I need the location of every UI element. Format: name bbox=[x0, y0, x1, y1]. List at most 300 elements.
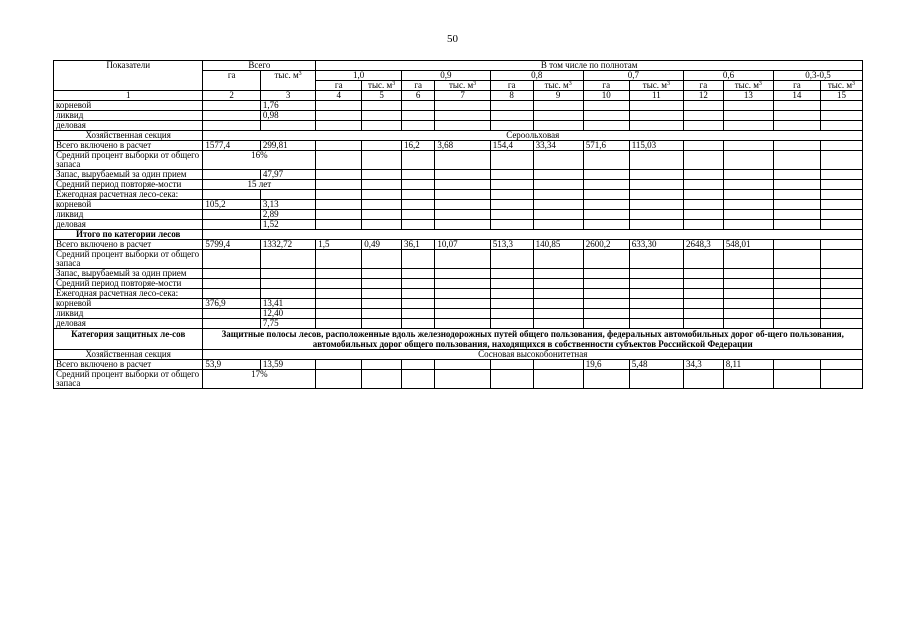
header-total: Всего bbox=[203, 61, 316, 71]
table-row bbox=[54, 141, 863, 151]
table-cell: 12,40 bbox=[260, 309, 315, 319]
table-cell: 7,75 bbox=[260, 319, 315, 329]
table-cell bbox=[490, 309, 533, 319]
table-cell bbox=[203, 269, 260, 279]
table-cell bbox=[773, 151, 820, 170]
allowable-cut-table bbox=[53, 60, 863, 389]
table-cell bbox=[533, 250, 583, 269]
table-cell bbox=[203, 319, 260, 329]
table-cell bbox=[362, 309, 402, 319]
table-cell bbox=[773, 200, 820, 210]
table-cell bbox=[684, 309, 724, 319]
row-label: Запас, вырубаемый за один прием bbox=[54, 170, 203, 180]
table-cell bbox=[773, 180, 820, 190]
table-row bbox=[54, 220, 863, 230]
table-cell bbox=[583, 289, 629, 299]
table-cell bbox=[773, 141, 820, 151]
table-cell bbox=[362, 170, 402, 180]
table-cell bbox=[316, 190, 362, 200]
table-cell bbox=[490, 299, 533, 309]
table-cell bbox=[773, 101, 820, 111]
table-cell: 36,1 bbox=[401, 240, 434, 250]
table-cell bbox=[723, 210, 773, 220]
column-number: 1 bbox=[54, 91, 203, 101]
table-cell bbox=[629, 309, 683, 319]
table-cell bbox=[773, 111, 820, 121]
table-cell bbox=[362, 190, 402, 200]
header-density-2: 0,9 bbox=[401, 71, 490, 81]
table-cell bbox=[401, 370, 434, 389]
table-cell bbox=[533, 360, 583, 370]
category-text: Защитные полосы лесов, расположенные вдоль железнодорожных путей общего пользования, федеральных автомобильных дорог об-щего пользования, автомобильных дорог общего пользования, находящихся в собственности субъектов Российской Федерации bbox=[203, 329, 863, 350]
header-unit-ha: га bbox=[583, 81, 629, 91]
table-cell: 140,85 bbox=[533, 240, 583, 250]
table-cell bbox=[260, 190, 315, 200]
table-cell bbox=[629, 101, 683, 111]
table-cell bbox=[435, 200, 490, 210]
table-cell bbox=[533, 111, 583, 121]
header-indicator: Показатели bbox=[54, 61, 203, 91]
table-row bbox=[54, 200, 863, 210]
table-cell bbox=[773, 279, 820, 289]
table-cell bbox=[401, 309, 434, 319]
table-cell bbox=[533, 190, 583, 200]
table-cell bbox=[533, 269, 583, 279]
column-number: 15 bbox=[820, 91, 862, 101]
table-cell bbox=[362, 121, 402, 131]
row-label: Средний процент выборки от общего запаса bbox=[54, 250, 203, 269]
table-cell bbox=[401, 200, 434, 210]
table-cell bbox=[316, 210, 362, 220]
header-unit-m3: тыс. $м^3$ bbox=[820, 81, 862, 91]
table-row bbox=[54, 210, 863, 220]
table-cell bbox=[316, 220, 362, 230]
table-cell bbox=[583, 210, 629, 220]
table-cell bbox=[203, 190, 260, 200]
column-number: 12 bbox=[684, 91, 724, 101]
table-cell bbox=[435, 210, 490, 220]
table-cell bbox=[401, 170, 434, 180]
header-unit-ha: га bbox=[316, 81, 362, 91]
merged-value: 16% bbox=[203, 151, 316, 170]
table-cell bbox=[316, 269, 362, 279]
table-cell bbox=[684, 279, 724, 289]
table-cell bbox=[820, 220, 862, 230]
header-by-density: В том числе по полнотам bbox=[316, 61, 863, 71]
table-row bbox=[54, 279, 863, 289]
column-number: 3 bbox=[260, 91, 315, 101]
header-unit-ha: га bbox=[773, 81, 820, 91]
row-label: ликвид bbox=[54, 111, 203, 121]
table-cell bbox=[435, 319, 490, 329]
table-cell bbox=[533, 210, 583, 220]
table-cell bbox=[629, 289, 683, 299]
table-cell bbox=[490, 170, 533, 180]
table-cell bbox=[401, 180, 434, 190]
table-cell bbox=[490, 151, 533, 170]
table-cell bbox=[316, 170, 362, 180]
header-density-5: 0,6 bbox=[684, 71, 774, 81]
table-cell: 0,49 bbox=[362, 240, 402, 250]
table-row bbox=[54, 309, 863, 319]
table-cell bbox=[316, 250, 362, 269]
table-cell bbox=[723, 289, 773, 299]
table-cell bbox=[316, 289, 362, 299]
table-cell bbox=[583, 151, 629, 170]
table-cell bbox=[401, 289, 434, 299]
table-cell bbox=[533, 319, 583, 329]
table-cell bbox=[316, 111, 362, 121]
table-cell bbox=[583, 250, 629, 269]
table-cell: 154,4 bbox=[490, 141, 533, 151]
table-cell bbox=[435, 360, 490, 370]
table-cell bbox=[684, 121, 724, 131]
table-cell bbox=[723, 309, 773, 319]
header-unit-m3: тыс. $м^3$ bbox=[362, 81, 402, 91]
row-label: Средний период повторяе-мости bbox=[54, 180, 203, 190]
table-cell bbox=[362, 200, 402, 210]
table-cell bbox=[583, 319, 629, 329]
row-label: Итого по категории лесов bbox=[54, 230, 203, 240]
table-cell bbox=[773, 269, 820, 279]
row-label: Ежегодная расчетная лесо-сека: bbox=[54, 289, 203, 299]
table-cell bbox=[723, 279, 773, 289]
header-density-3: 0,8 bbox=[490, 71, 583, 81]
row-label: Хозяйственная секция bbox=[54, 131, 203, 141]
column-number: 6 bbox=[401, 91, 434, 101]
table-cell bbox=[773, 240, 820, 250]
table-cell bbox=[820, 309, 862, 319]
table-cell: 1,52 bbox=[260, 220, 315, 230]
table-cell bbox=[435, 151, 490, 170]
table-cell bbox=[401, 151, 434, 170]
table-cell bbox=[490, 210, 533, 220]
table-cell bbox=[583, 170, 629, 180]
table-cell: 105,2 bbox=[203, 200, 260, 210]
row-label: ликвид bbox=[54, 210, 203, 220]
table-cell bbox=[533, 121, 583, 131]
table-cell bbox=[533, 151, 583, 170]
table-cell bbox=[684, 170, 724, 180]
table-cell bbox=[629, 319, 683, 329]
table-cell bbox=[490, 360, 533, 370]
table-cell: 571,6 bbox=[583, 141, 629, 151]
table-cell: 33,34 bbox=[533, 141, 583, 151]
table-cell bbox=[316, 141, 362, 151]
table-cell bbox=[362, 299, 402, 309]
table-cell bbox=[490, 190, 533, 200]
table-cell bbox=[723, 200, 773, 210]
table-cell: 1332,72 bbox=[260, 240, 315, 250]
table-cell bbox=[773, 220, 820, 230]
row-label: корневой bbox=[54, 299, 203, 309]
table-cell bbox=[583, 370, 629, 389]
table-cell bbox=[820, 279, 862, 289]
header-row-1 bbox=[54, 61, 863, 71]
table-cell bbox=[401, 121, 434, 131]
table-cell: 1577,4 bbox=[203, 141, 260, 151]
column-number: 8 bbox=[490, 91, 533, 101]
table-row bbox=[54, 319, 863, 329]
row-label: Категория защитных ле-сов bbox=[54, 329, 203, 350]
table-cell bbox=[401, 299, 434, 309]
table-row bbox=[54, 360, 863, 370]
table-cell bbox=[362, 250, 402, 269]
row-label: деловая bbox=[54, 220, 203, 230]
table-cell bbox=[490, 121, 533, 131]
table-cell bbox=[362, 220, 402, 230]
table-cell bbox=[316, 309, 362, 319]
table-cell bbox=[820, 289, 862, 299]
table-cell bbox=[684, 269, 724, 279]
header-unit-m3: тыс. $м^3$ bbox=[723, 81, 773, 91]
table-cell bbox=[723, 250, 773, 269]
table-cell: 2,89 bbox=[260, 210, 315, 220]
table-cell bbox=[583, 220, 629, 230]
header-total-m3: тыс. $м^3$ bbox=[260, 71, 315, 91]
table-cell bbox=[583, 111, 629, 121]
column-number-row bbox=[54, 91, 863, 101]
table-cell bbox=[820, 210, 862, 220]
table-cell bbox=[435, 250, 490, 269]
table-cell bbox=[583, 180, 629, 190]
table-cell bbox=[723, 370, 773, 389]
table-cell bbox=[684, 180, 724, 190]
table-cell bbox=[820, 151, 862, 170]
table-cell bbox=[723, 111, 773, 121]
table-cell bbox=[401, 279, 434, 289]
table-cell bbox=[435, 370, 490, 389]
table-cell: 8,11 bbox=[723, 360, 773, 370]
table-cell bbox=[316, 180, 362, 190]
table-cell bbox=[583, 190, 629, 200]
table-cell bbox=[533, 180, 583, 190]
table-cell bbox=[316, 299, 362, 309]
table-cell: 633,30 bbox=[629, 240, 683, 250]
table-cell bbox=[684, 151, 724, 170]
column-number: 9 bbox=[533, 91, 583, 101]
table-cell bbox=[684, 299, 724, 309]
table-row bbox=[54, 131, 863, 141]
table-cell bbox=[362, 111, 402, 121]
table-cell bbox=[773, 210, 820, 220]
table-cell bbox=[533, 279, 583, 289]
table-cell bbox=[203, 111, 260, 121]
table-cell bbox=[773, 250, 820, 269]
table-row bbox=[54, 180, 863, 190]
table-cell bbox=[583, 101, 629, 111]
table-row bbox=[54, 101, 863, 111]
row-label: Хозяйственная секция bbox=[54, 350, 203, 360]
table-cell bbox=[260, 250, 315, 269]
row-label: деловая bbox=[54, 319, 203, 329]
table-cell bbox=[203, 101, 260, 111]
table-cell bbox=[362, 289, 402, 299]
table-cell bbox=[490, 319, 533, 329]
table-cell bbox=[820, 121, 862, 131]
table-cell bbox=[820, 269, 862, 279]
header-unit-ha: га bbox=[401, 81, 434, 91]
table-cell bbox=[583, 309, 629, 319]
table-cell bbox=[820, 200, 862, 210]
table-cell bbox=[435, 190, 490, 200]
column-number: 10 bbox=[583, 91, 629, 101]
table-cell bbox=[316, 151, 362, 170]
table-cell bbox=[684, 220, 724, 230]
table-cell: 2600,2 bbox=[583, 240, 629, 250]
table-cell bbox=[533, 101, 583, 111]
table-cell: 10,07 bbox=[435, 240, 490, 250]
table-row bbox=[54, 329, 863, 350]
table-cell bbox=[820, 111, 862, 121]
table-cell bbox=[260, 289, 315, 299]
row-label: корневой bbox=[54, 101, 203, 111]
table-cell bbox=[723, 170, 773, 180]
table-cell: 1,76 bbox=[260, 101, 315, 111]
table-cell bbox=[820, 250, 862, 269]
table-cell bbox=[362, 360, 402, 370]
table-cell bbox=[316, 360, 362, 370]
table-cell bbox=[684, 370, 724, 389]
table-cell: 34,3 bbox=[684, 360, 724, 370]
table-cell bbox=[533, 309, 583, 319]
table-cell bbox=[401, 210, 434, 220]
table-cell bbox=[203, 121, 260, 131]
table-cell bbox=[435, 121, 490, 131]
table-cell bbox=[435, 309, 490, 319]
table-cell bbox=[723, 190, 773, 200]
table-cell bbox=[203, 220, 260, 230]
table-row bbox=[54, 299, 863, 309]
header-unit-m3: тыс. $м^3$ bbox=[435, 81, 490, 91]
table-cell bbox=[260, 279, 315, 289]
table-cell bbox=[723, 319, 773, 329]
table-row bbox=[54, 190, 863, 200]
table-cell bbox=[723, 180, 773, 190]
table-cell bbox=[362, 101, 402, 111]
table-cell bbox=[723, 151, 773, 170]
table-cell bbox=[773, 289, 820, 299]
table-cell bbox=[723, 299, 773, 309]
row-label: Всего включено в расчет bbox=[54, 360, 203, 370]
table-cell bbox=[533, 200, 583, 210]
column-number: 2 bbox=[203, 91, 260, 101]
table-row bbox=[54, 240, 863, 250]
table-cell bbox=[773, 190, 820, 200]
table-cell bbox=[820, 141, 862, 151]
table-cell bbox=[401, 360, 434, 370]
table-row bbox=[54, 269, 863, 279]
table-cell bbox=[820, 299, 862, 309]
table-row bbox=[54, 121, 863, 131]
table-cell bbox=[820, 240, 862, 250]
table-row bbox=[54, 151, 863, 170]
table-row bbox=[54, 350, 863, 360]
row-label: Средний процент выборки от общего запаса bbox=[54, 151, 203, 170]
header-unit-ha: га bbox=[490, 81, 533, 91]
table-row bbox=[54, 230, 863, 240]
row-label: корневой bbox=[54, 200, 203, 210]
column-number: 13 bbox=[723, 91, 773, 101]
table-cell bbox=[362, 210, 402, 220]
table-cell bbox=[684, 101, 724, 111]
table-cell bbox=[362, 141, 402, 151]
table-cell bbox=[401, 220, 434, 230]
row-label: Всего включено в расчет bbox=[54, 240, 203, 250]
table-cell bbox=[629, 299, 683, 309]
table-cell bbox=[435, 101, 490, 111]
table-cell bbox=[435, 279, 490, 289]
table-cell bbox=[203, 279, 260, 289]
table-cell: 13,41 bbox=[260, 299, 315, 309]
table-cell bbox=[316, 319, 362, 329]
table-row bbox=[54, 170, 863, 180]
section-name: Сероольховая bbox=[203, 131, 863, 141]
table-cell bbox=[316, 101, 362, 111]
table-cell bbox=[490, 200, 533, 210]
table-cell bbox=[820, 180, 862, 190]
table-cell bbox=[490, 289, 533, 299]
table-cell bbox=[629, 250, 683, 269]
table-cell bbox=[533, 170, 583, 180]
table-cell: 3,68 bbox=[435, 141, 490, 151]
table-cell bbox=[401, 319, 434, 329]
table-cell bbox=[629, 220, 683, 230]
merged-value: 17% bbox=[203, 370, 316, 389]
table-cell bbox=[490, 220, 533, 230]
table-cell bbox=[684, 190, 724, 200]
table-cell bbox=[820, 101, 862, 111]
table-cell bbox=[533, 220, 583, 230]
table-cell bbox=[203, 309, 260, 319]
table-cell bbox=[583, 269, 629, 279]
row-label: ликвид bbox=[54, 309, 203, 319]
row-label: Ежегодная расчетная лесо-сека: bbox=[54, 190, 203, 200]
table-cell bbox=[435, 269, 490, 279]
table-cell bbox=[203, 230, 863, 240]
column-number: 4 bbox=[316, 91, 362, 101]
section-name: Сосновая высокобонитетная bbox=[203, 350, 863, 360]
table-cell bbox=[316, 200, 362, 210]
table-cell bbox=[723, 101, 773, 111]
table-cell bbox=[490, 111, 533, 121]
table-cell bbox=[362, 180, 402, 190]
table-cell bbox=[583, 121, 629, 131]
table-cell bbox=[583, 200, 629, 210]
table-cell bbox=[684, 319, 724, 329]
table-cell: 2648,3 bbox=[684, 240, 724, 250]
table-cell bbox=[362, 370, 402, 389]
table-cell bbox=[773, 121, 820, 131]
table-cell bbox=[583, 299, 629, 309]
table-cell: 1,5 bbox=[316, 240, 362, 250]
table-cell bbox=[583, 279, 629, 289]
table-row bbox=[54, 370, 863, 389]
table-cell: 47,97 bbox=[260, 170, 315, 180]
table-cell bbox=[490, 101, 533, 111]
table-cell: 13,59 bbox=[260, 360, 315, 370]
table-cell bbox=[435, 220, 490, 230]
table-cell: 53,9 bbox=[203, 360, 260, 370]
table-cell bbox=[533, 289, 583, 299]
header-density-1: 1,0 bbox=[316, 71, 402, 81]
table-cell bbox=[401, 111, 434, 121]
table-cell bbox=[260, 269, 315, 279]
table-cell bbox=[401, 269, 434, 279]
table-cell bbox=[435, 289, 490, 299]
table-cell: 115,03 bbox=[629, 141, 683, 151]
table-cell bbox=[533, 370, 583, 389]
